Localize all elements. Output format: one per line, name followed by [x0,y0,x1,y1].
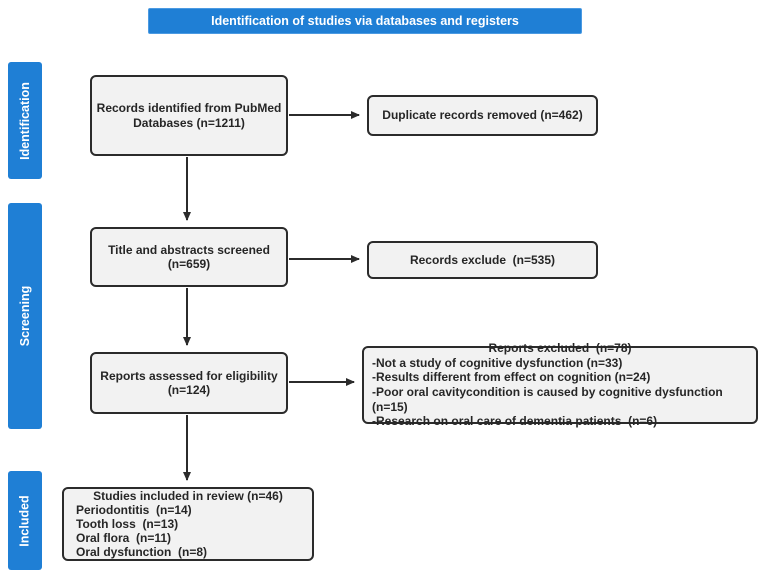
box-title-abstracts-screened [90,227,288,287]
diagram-title: Identification of studies via databases and registers [211,14,519,28]
detail-line: Oral dysfunction (n=8) [76,545,208,560]
detail-line: Periodontitis (n=14) [76,502,192,517]
box-duplicates-removed [367,95,598,136]
detail-line: Oral flora (n=11) [76,531,172,546]
box-records-identified [90,75,288,156]
detail-line: -Research on oral care of dementia patients (n=6) [372,414,658,429]
stage-label-included-text: Included [18,494,32,547]
box-title-abstracts-screened-line1: Title and abstracts screened [108,242,270,257]
box-reports-assessed-line2: (n=124) [167,383,211,397]
diagram-title-banner [148,8,582,34]
stage-label-screening-text: Screening [18,285,32,347]
box-reports-excluded [362,341,758,429]
box-title-abstracts-screened-line2: (n=659) [167,257,211,271]
box-duplicates-removed-text: Duplicate records removed (n=462) [382,108,583,123]
box-studies-included [62,487,314,561]
stage-label-identification-text: Identification [18,81,32,160]
box-reports-assessed [90,352,288,414]
box-records-identified-line1: Records identified from PubMed [96,101,282,115]
box-reports-assessed-line1: Reports assessed for eligibility [100,368,278,383]
detail-line: Tooth loss (n=13) [76,516,179,531]
box-reports-excluded-reasons [372,356,748,429]
box-records-excluded-text: Records exclude (n=535) [409,252,556,267]
detail-line: -Not a study of cognitive dysfunction (n=33) [372,355,623,370]
box-studies-included-title: Studies included in review (n=46) [93,488,283,503]
box-reports-excluded-title: Reports excluded (n=78) [488,341,632,356]
stage-label-included [8,471,42,570]
stage-label-screening [8,203,42,429]
detail-line: -Poor oral cavitycondition is caused by cognitive dysfunction (n=15) [372,385,727,414]
box-studies-included-breakdown [72,503,304,560]
box-records-excluded [367,241,598,279]
box-records-identified-line2: Databases (n=1211) [133,115,245,130]
stage-label-identification [8,62,42,179]
detail-line: -Results different from effect on cognition (n=24) [372,370,651,385]
